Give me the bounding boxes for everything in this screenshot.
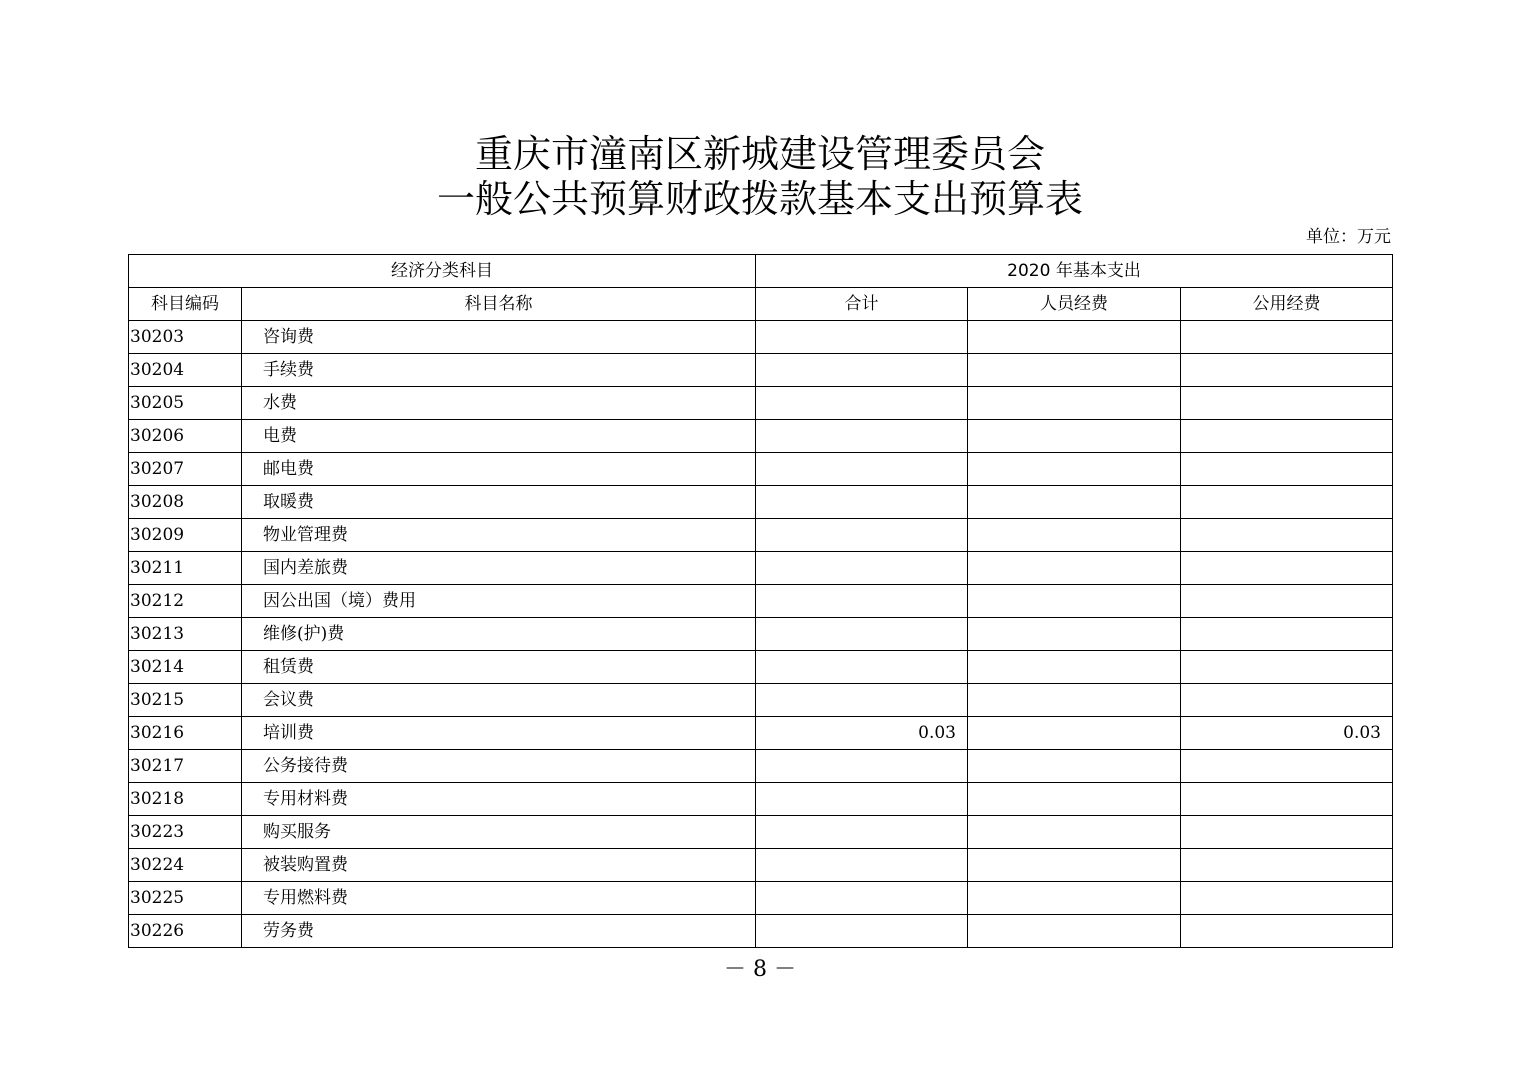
header-basic-expenditure: 2020 年基本支出: [756, 255, 1393, 288]
cell-name: 邮电费: [242, 453, 756, 486]
cell-total: [756, 552, 968, 585]
table-row: [129, 486, 1393, 519]
cell-personnel: [968, 519, 1181, 552]
table-body: [129, 321, 1393, 948]
cell-total: [756, 387, 968, 420]
cell-personnel: [968, 849, 1181, 882]
header-public: 公用经费: [1181, 288, 1393, 321]
cell-name: 取暖费: [242, 486, 756, 519]
cell-name: 被装购置费: [242, 849, 756, 882]
cell-total: [756, 519, 968, 552]
cell-total: [756, 486, 968, 519]
cell-name: 物业管理费: [242, 519, 756, 552]
cell-total: [756, 321, 968, 354]
cell-personnel: [968, 684, 1181, 717]
cell-public: [1181, 453, 1393, 486]
cell-name: 培训费: [242, 717, 756, 750]
cell-name: 手续费: [242, 354, 756, 387]
table-row: [129, 387, 1393, 420]
header-personnel: 人员经费: [968, 288, 1181, 321]
table-row: [129, 420, 1393, 453]
table-row: [129, 651, 1393, 684]
cell-public: [1181, 783, 1393, 816]
cell-code: 30224: [129, 849, 242, 882]
cell-total: [756, 684, 968, 717]
cell-code: 30209: [129, 519, 242, 552]
cell-personnel: [968, 651, 1181, 684]
cell-code: 30218: [129, 783, 242, 816]
cell-name: 专用材料费: [242, 783, 756, 816]
table-row: [129, 684, 1393, 717]
cell-personnel: [968, 387, 1181, 420]
table-row: [129, 321, 1393, 354]
cell-public: [1181, 486, 1393, 519]
cell-name: 会议费: [242, 684, 756, 717]
cell-total: 0.03: [756, 717, 968, 750]
cell-total: [756, 354, 968, 387]
cell-code: 30226: [129, 915, 242, 948]
cell-name: 专用燃料费: [242, 882, 756, 915]
unit-label: 单位：万元: [1306, 227, 1391, 247]
cell-public: [1181, 387, 1393, 420]
table-row: [129, 882, 1393, 915]
cell-total: [756, 651, 968, 684]
cell-code: 30215: [129, 684, 242, 717]
cell-personnel: [968, 816, 1181, 849]
cell-code: 30225: [129, 882, 242, 915]
cell-public: 0.03: [1181, 717, 1393, 750]
cell-name: 电费: [242, 420, 756, 453]
cell-public: [1181, 882, 1393, 915]
header-code: 科目编码: [129, 288, 242, 321]
cell-public: [1181, 816, 1393, 849]
cell-public: [1181, 849, 1393, 882]
cell-public: [1181, 585, 1393, 618]
cell-total: [756, 849, 968, 882]
cell-name: 咨询费: [242, 321, 756, 354]
cell-name: 水费: [242, 387, 756, 420]
cell-total: [756, 816, 968, 849]
cell-code: 30203: [129, 321, 242, 354]
column-header-row: [129, 288, 1393, 321]
cell-personnel: [968, 915, 1181, 948]
cell-name: 公务接待费: [242, 750, 756, 783]
cell-total: [756, 750, 968, 783]
cell-code: 30217: [129, 750, 242, 783]
table-row: [129, 816, 1393, 849]
cell-total: [756, 783, 968, 816]
table-row: [129, 849, 1393, 882]
cell-total: [756, 618, 968, 651]
group-header-row: [129, 255, 1393, 288]
cell-public: [1181, 651, 1393, 684]
cell-personnel: [968, 750, 1181, 783]
cell-name: 国内差旅费: [242, 552, 756, 585]
cell-total: [756, 915, 968, 948]
cell-personnel: [968, 486, 1181, 519]
table-row: [129, 519, 1393, 552]
cell-code: 30208: [129, 486, 242, 519]
cell-code: 30213: [129, 618, 242, 651]
cell-code: 30204: [129, 354, 242, 387]
cell-public: [1181, 354, 1393, 387]
cell-code: 30214: [129, 651, 242, 684]
table-row: [129, 750, 1393, 783]
header-total: 合计: [756, 288, 968, 321]
cell-code: 30216: [129, 717, 242, 750]
cell-personnel: [968, 420, 1181, 453]
cell-code: 30205: [129, 387, 242, 420]
table-row: [129, 354, 1393, 387]
cell-name: 因公出国（境）费用: [242, 585, 756, 618]
table-row: [129, 552, 1393, 585]
cell-personnel: [968, 354, 1181, 387]
table-row: [129, 618, 1393, 651]
cell-public: [1181, 321, 1393, 354]
cell-total: [756, 882, 968, 915]
cell-public: [1181, 519, 1393, 552]
cell-code: 30223: [129, 816, 242, 849]
report-title-line-1: 重庆市潼南区新城建设管理委员会: [474, 132, 1045, 176]
cell-code: 30207: [129, 453, 242, 486]
cell-public: [1181, 684, 1393, 717]
cell-personnel: [968, 453, 1181, 486]
cell-personnel: [968, 321, 1181, 354]
cell-code: 30212: [129, 585, 242, 618]
cell-personnel: [968, 618, 1181, 651]
table-row: [129, 783, 1393, 816]
header-economic-classification: 经济分类科目: [129, 255, 756, 288]
cell-personnel: [968, 552, 1181, 585]
page-number: － 8 －: [724, 957, 796, 982]
table-row: [129, 453, 1393, 486]
header-name: 科目名称: [242, 288, 756, 321]
cell-public: [1181, 552, 1393, 585]
cell-name: 维修(护)费: [242, 618, 756, 651]
cell-code: 30211: [129, 552, 242, 585]
cell-public: [1181, 618, 1393, 651]
cell-public: [1181, 915, 1393, 948]
cell-total: [756, 585, 968, 618]
report-title-line-2: 一般公共预算财政拨款基本支出预算表: [436, 177, 1083, 221]
cell-name: 租赁费: [242, 651, 756, 684]
cell-code: 30206: [129, 420, 242, 453]
table-row: [129, 717, 1393, 750]
cell-total: [756, 453, 968, 486]
cell-public: [1181, 420, 1393, 453]
cell-personnel: [968, 717, 1181, 750]
cell-personnel: [968, 882, 1181, 915]
table-row: [129, 915, 1393, 948]
cell-personnel: [968, 783, 1181, 816]
cell-personnel: [968, 585, 1181, 618]
budget-table: [128, 254, 1393, 948]
cell-name: 劳务费: [242, 915, 756, 948]
table-row: [129, 585, 1393, 618]
cell-name: 购买服务: [242, 816, 756, 849]
cell-public: [1181, 750, 1393, 783]
cell-total: [756, 420, 968, 453]
